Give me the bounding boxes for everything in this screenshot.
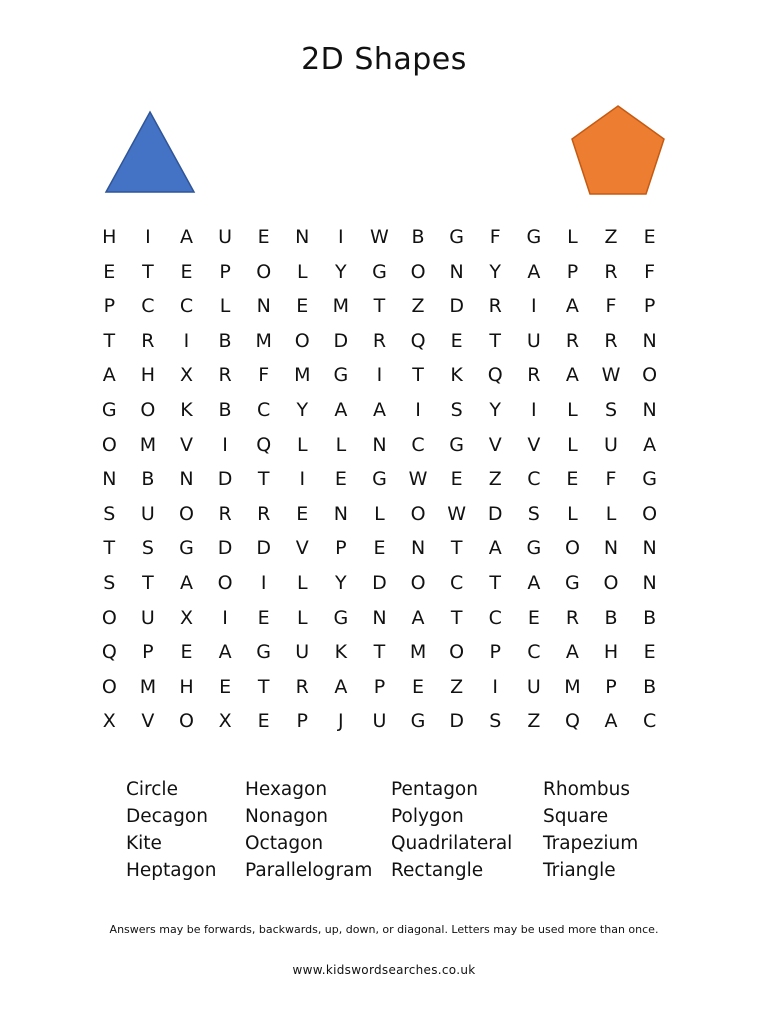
grid-letter: D — [217, 537, 233, 560]
grid-letter: T — [489, 571, 502, 594]
grid-letter: X — [218, 710, 232, 733]
word-list-item: Nonagon — [245, 806, 329, 827]
word-list-item: Circle — [126, 779, 178, 800]
word-list-item: Square — [543, 806, 609, 827]
grid-letter: A — [604, 710, 618, 733]
grid-letter: Z — [488, 468, 502, 491]
grid-letter: Q — [564, 710, 580, 733]
grid-letter: A — [488, 537, 502, 560]
grid-letter: O — [410, 260, 426, 283]
grid-letter: C — [411, 433, 425, 456]
grid-letter: V — [295, 537, 309, 560]
grid-letter: Z — [604, 226, 618, 248]
grid-letter: E — [257, 710, 270, 733]
grid-letter: N — [333, 502, 348, 525]
grid-letter: C — [642, 710, 657, 733]
grid-letter: E — [180, 641, 193, 664]
grid-letter: Q — [101, 641, 117, 664]
grid-letter: X — [102, 710, 116, 733]
word-list-item: Pentagon — [391, 779, 478, 800]
word-list-item: Kite — [126, 833, 162, 854]
footer-url: www.kidswordsearches.co.uk — [292, 963, 476, 977]
instructions-note: Answers may be forwards, backwards, up, down, or diagonal. Letters may be used more than once. — [109, 923, 659, 936]
grid-letter: U — [526, 675, 541, 698]
grid-letter: O — [564, 537, 580, 560]
grid-letter: T — [489, 329, 502, 352]
grid-letter: S — [103, 571, 116, 594]
grid-letter: D — [487, 502, 503, 525]
grid-letter: A — [527, 260, 541, 283]
grid-letter: U — [140, 502, 155, 525]
grid-letter: Y — [296, 398, 309, 421]
grid-letter: S — [604, 398, 618, 421]
grid-letter: E — [257, 606, 270, 629]
grid-letter: I — [531, 295, 537, 318]
grid-letter: M — [139, 433, 157, 456]
grid-letter: T — [257, 675, 270, 698]
grid-letter: O — [449, 641, 465, 664]
grid-letter: I — [415, 398, 421, 421]
grid-letter: G — [449, 226, 464, 248]
grid-letter: E — [566, 468, 579, 491]
grid-letter: L — [296, 571, 308, 594]
grid-letter: L — [605, 502, 617, 525]
grid-letter: C — [179, 295, 194, 318]
grid-letter: O — [217, 571, 233, 594]
grid-letter: N — [179, 468, 194, 491]
grid-letter: I — [260, 571, 267, 594]
grid-letter: O — [101, 606, 117, 629]
grid-letter: P — [219, 260, 231, 283]
grid-letter: X — [179, 364, 193, 387]
grid-letter: G — [179, 537, 194, 560]
word-list-item: Octagon — [245, 833, 324, 854]
grid-letter: E — [412, 675, 425, 698]
grid-letter: B — [643, 675, 657, 698]
grid-letter: G — [526, 537, 542, 560]
grid-letter: I — [222, 606, 228, 629]
grid-letter: A — [565, 641, 579, 664]
grid-letter: O — [101, 675, 117, 698]
grid-letter: W — [408, 468, 428, 491]
grid-letter: B — [643, 606, 657, 629]
word-list-item: Trapezium — [543, 833, 639, 854]
grid-letter: L — [567, 502, 578, 525]
grid-letter: Y — [335, 260, 347, 283]
grid-letter: R — [372, 329, 387, 352]
grid-letter: F — [605, 295, 617, 318]
grid-letter: B — [218, 398, 232, 421]
grid-letter: P — [296, 710, 308, 733]
grid-letter: Z — [411, 295, 425, 318]
grid-letter: Y — [335, 571, 347, 594]
grid-letter: E — [527, 606, 540, 629]
grid-letter: E — [296, 502, 309, 525]
grid-letter: R — [218, 502, 232, 525]
grid-letter: K — [180, 398, 193, 421]
grid-letter: T — [373, 641, 386, 664]
grid-letter: I — [222, 433, 228, 456]
grid-letter: A — [102, 364, 116, 387]
grid-letter: I — [338, 226, 344, 248]
grid-letter: G — [333, 364, 349, 387]
grid-letter: F — [258, 364, 270, 387]
grid-letter: N — [372, 433, 387, 456]
grid-letter: S — [450, 398, 463, 421]
grid-letter: U — [218, 226, 233, 248]
grid-letter: N — [642, 571, 657, 594]
grid-letter: P — [335, 537, 347, 560]
grid-letter: C — [527, 468, 541, 491]
grid-letter: B — [604, 606, 618, 629]
grid-letter: H — [140, 364, 156, 387]
grid-letter: Q — [256, 433, 272, 456]
grid-letter: G — [410, 710, 426, 733]
grid-letter: T — [103, 329, 116, 352]
grid-letter: A — [334, 398, 348, 421]
grid-letter: N — [603, 537, 619, 560]
grid-letter: L — [335, 433, 347, 456]
grid-letter: D — [372, 571, 387, 594]
grid-letter: K — [450, 364, 463, 387]
grid-letter: A — [643, 433, 657, 456]
grid-letter: B — [411, 226, 425, 248]
grid-letter: D — [217, 468, 233, 491]
grid-letter: E — [334, 468, 347, 491]
grid-letter: T — [373, 295, 386, 318]
grid-letter: V — [179, 433, 193, 456]
grid-letter: R — [565, 606, 580, 629]
grid-letter: X — [179, 606, 193, 629]
word-list-item: Parallelogram — [245, 860, 373, 881]
grid-letter: S — [527, 502, 540, 525]
grid-letter: A — [218, 641, 232, 664]
grid-letter: A — [372, 398, 386, 421]
grid-letter: C — [141, 295, 155, 318]
grid-letter: U — [140, 606, 155, 629]
grid-letter: T — [103, 537, 116, 560]
grid-letter: Q — [487, 364, 503, 387]
word-list-item: Rhombus — [543, 779, 631, 800]
grid-letter: L — [296, 606, 308, 629]
grid-letter: N — [372, 606, 387, 629]
grid-letter: N — [102, 468, 117, 491]
grid-letter: Z — [527, 710, 541, 733]
word-list-item: Decagon — [126, 806, 208, 827]
grid-letter: T — [142, 571, 154, 594]
grid-letter: O — [179, 710, 194, 733]
grid-letter: F — [489, 226, 501, 248]
grid-letter: R — [218, 364, 232, 387]
grid-letter: R — [604, 260, 618, 283]
grid-letter: M — [294, 364, 311, 387]
grid-letter: A — [411, 606, 425, 629]
grid-letter: E — [257, 226, 270, 248]
grid-letter: N — [295, 226, 310, 248]
grid-letter: O — [410, 571, 426, 594]
word-list-item: Heptagon — [126, 860, 217, 881]
grid-letter: G — [526, 226, 542, 248]
grid-letter: I — [492, 675, 499, 698]
grid-letter: R — [295, 675, 309, 698]
grid-letter: W — [370, 226, 389, 248]
grid-letter: S — [489, 710, 502, 733]
grid-letter: C — [450, 571, 464, 594]
grid-letter: R — [527, 364, 541, 387]
grid-letter: O — [603, 571, 619, 594]
grid-letter: N — [410, 537, 426, 560]
grid-letter: M — [332, 295, 350, 318]
grid-letter: F — [605, 468, 617, 491]
grid-letter: O — [140, 398, 156, 421]
grid-letter: T — [257, 468, 270, 491]
grid-letter: E — [180, 260, 193, 283]
grid-letter: M — [139, 675, 157, 698]
word-list-item: Rectangle — [391, 860, 484, 881]
grid-letter: E — [103, 260, 116, 283]
grid-letter: G — [642, 468, 657, 491]
grid-letter: V — [488, 433, 502, 456]
grid-letter: W — [447, 502, 467, 525]
grid-letter: V — [141, 710, 155, 733]
grid-letter: I — [376, 364, 383, 387]
grid-letter: N — [642, 329, 657, 352]
word-list-item: Quadrilateral — [391, 833, 513, 854]
grid-letter: N — [642, 537, 657, 560]
word-list-item: Triangle — [543, 860, 616, 881]
grid-letter: E — [643, 641, 656, 664]
triangle-icon — [104, 110, 196, 194]
grid-letter: O — [642, 502, 658, 525]
grid-letter: I — [183, 329, 190, 352]
grid-letter: Q — [410, 329, 426, 352]
grid-letter: P — [373, 675, 386, 698]
grid-letter: M — [564, 675, 581, 698]
grid-letter: P — [103, 295, 116, 318]
grid-letter: O — [294, 329, 310, 352]
grid-letter: T — [450, 606, 463, 629]
grid-letter: N — [449, 260, 464, 283]
grid-letter: G — [333, 606, 349, 629]
grid-letter: S — [103, 502, 116, 525]
grid-letter: L — [296, 433, 308, 456]
grid-letter: Y — [489, 260, 502, 283]
grid-letter: V — [527, 433, 541, 456]
grid-letter: D — [333, 329, 349, 352]
grid-letter: J — [338, 710, 344, 733]
grid-letter: N — [642, 398, 657, 421]
grid-letter: E — [373, 537, 386, 560]
grid-letter: M — [409, 641, 427, 664]
grid-letter: G — [449, 433, 464, 456]
grid-letter: B — [141, 468, 155, 491]
word-list-item: Polygon — [391, 806, 464, 827]
page-title: 2D Shapes — [301, 42, 467, 77]
grid-letter: A — [527, 571, 541, 594]
grid-letter: L — [567, 226, 578, 248]
grid-letter: T — [450, 537, 463, 560]
grid-letter: E — [643, 226, 656, 248]
grid-letter: I — [145, 226, 151, 248]
grid-letter: W — [601, 364, 621, 387]
grid-letter: G — [565, 571, 580, 594]
grid-letter: N — [256, 295, 271, 318]
grid-letter: H — [603, 641, 619, 664]
grid-letter: E — [450, 468, 463, 491]
grid-letter: A — [179, 571, 193, 594]
grid-letter: E — [219, 675, 232, 698]
grid-letter: D — [256, 537, 271, 560]
grid-letter: O — [642, 364, 658, 387]
grid-letter: Y — [489, 398, 502, 421]
grid-letter: E — [296, 295, 309, 318]
grid-letter: L — [567, 433, 578, 456]
grid-letter: U — [372, 710, 387, 733]
grid-letter: A — [179, 226, 193, 248]
grid-letter: O — [101, 433, 117, 456]
grid-letter: R — [604, 329, 618, 352]
grid-letter: B — [218, 329, 232, 352]
grid-letter: P — [566, 260, 579, 283]
grid-letter: U — [295, 641, 310, 664]
grid-letter: S — [141, 537, 154, 560]
grid-letter: Z — [450, 675, 464, 698]
grid-letter: M — [255, 329, 272, 352]
grid-letter: L — [296, 260, 308, 283]
grid-letter: R — [488, 295, 502, 318]
grid-letter: U — [604, 433, 618, 456]
grid-letter: G — [372, 260, 387, 283]
grid-letter: O — [410, 502, 426, 525]
grid-letter: G — [372, 468, 387, 491]
grid-letter: O — [256, 260, 272, 283]
grid-letter: I — [531, 398, 537, 421]
grid-letter: P — [605, 675, 617, 698]
grid-letter: K — [334, 641, 348, 664]
word-list — [126, 776, 683, 884]
grid-letter: L — [219, 295, 231, 318]
grid-letter: U — [526, 329, 541, 352]
pentagon-icon — [570, 104, 666, 196]
grid-letter: R — [141, 329, 155, 352]
grid-letter: P — [489, 641, 501, 664]
grid-letter: L — [567, 398, 578, 421]
grid-letter: R — [565, 329, 580, 352]
word-search-grid — [90, 222, 669, 741]
grid-letter: O — [179, 502, 194, 525]
grid-letter: T — [142, 260, 154, 283]
grid-letter: C — [488, 606, 502, 629]
grid-letter: F — [644, 260, 656, 283]
grid-letter: G — [256, 641, 272, 664]
grid-letter: A — [565, 295, 579, 318]
grid-letter: R — [257, 502, 271, 525]
grid-letter: L — [374, 502, 385, 525]
grid-letter: P — [643, 295, 656, 318]
grid-letter: H — [179, 675, 194, 698]
grid-letter: T — [412, 364, 424, 387]
word-list-item: Hexagon — [245, 779, 328, 800]
grid-letter: C — [527, 641, 541, 664]
grid-letter: C — [257, 398, 271, 421]
grid-letter: G — [101, 398, 117, 421]
grid-letter: A — [565, 364, 579, 387]
grid-letter: I — [299, 468, 306, 491]
grid-letter: D — [449, 710, 464, 733]
grid-letter: E — [450, 329, 463, 352]
grid-letter: D — [449, 295, 464, 318]
grid-letter: A — [334, 675, 348, 698]
grid-letter: H — [102, 226, 117, 248]
grid-letter: P — [142, 641, 154, 664]
